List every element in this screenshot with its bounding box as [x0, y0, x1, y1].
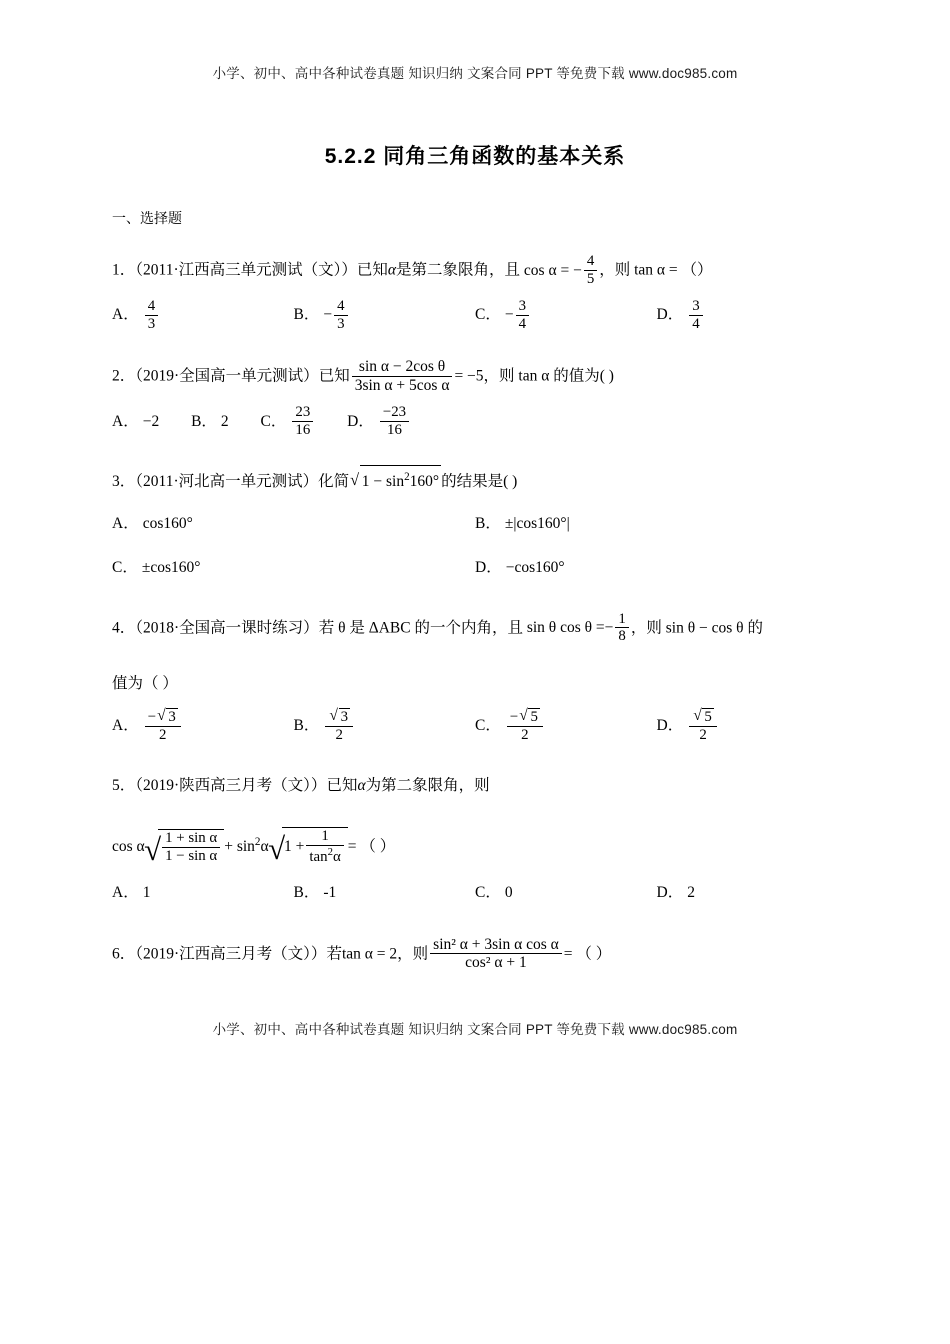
q5-frac1-num: √ 1 + sin α: [165, 829, 218, 846]
option-a-label: A．: [112, 884, 139, 902]
option-d-label: D．: [656, 306, 684, 324]
q5-frac2-den-b: α: [332, 849, 341, 866]
question-1-stem: [112, 254, 838, 288]
q6-fraction: [430, 936, 562, 972]
q2-frac-den: 3sin α + 5cos α: [352, 376, 453, 394]
q1-fraction: [584, 253, 597, 287]
option-c-fraction: [516, 298, 529, 332]
question-6: [112, 937, 838, 973]
q1-eq-sign: = −: [560, 261, 582, 279]
option-a-label: A．: [112, 515, 139, 533]
q5-frac1-den: 1 − sin α: [162, 847, 220, 865]
option-b-num: 4: [337, 297, 345, 314]
option-d-value: 2: [687, 884, 695, 902]
question-4-text-b: ，则 sin θ − cos θ 的: [630, 619, 763, 637]
option-c[interactable]: [475, 709, 657, 744]
question-2-options: [112, 405, 838, 440]
option-a-fraction: [145, 298, 158, 332]
question-2: [112, 359, 838, 439]
q4-frac-num: 1: [618, 610, 626, 627]
q5-radicand-1: [158, 829, 224, 865]
question-3-options-row1: [112, 507, 838, 541]
option-d-radicand: 5: [704, 709, 712, 726]
option-b-value: 2: [220, 412, 229, 430]
option-b-radicand: 3: [340, 709, 348, 726]
option-a-den: 3: [145, 315, 158, 333]
option-a-value: cos160°: [142, 515, 193, 533]
question-2-stem: [112, 359, 838, 395]
option-d-den: 4: [689, 315, 702, 333]
option-d-label: D．: [475, 559, 502, 577]
option-b[interactable]: [475, 507, 838, 541]
question-5-expression: [112, 827, 838, 866]
q5-mid-b: α: [260, 838, 269, 856]
option-b-fraction: [334, 298, 347, 332]
question-5-number: 5．: [112, 777, 136, 795]
option-d-num: −23: [382, 404, 407, 421]
option-c-fraction: [292, 404, 313, 438]
question-2-text-b: ，则 tan α 的值为( ): [483, 367, 614, 385]
option-d-den: 16: [380, 421, 409, 439]
option-b-num: [325, 708, 353, 726]
option-c-label: C．: [112, 559, 138, 577]
question-5-stem: [112, 770, 838, 801]
option-c[interactable]: [475, 876, 657, 910]
option-d-den: 2: [689, 726, 717, 744]
question-1-text-c: ，则 tan α = （）: [599, 261, 713, 279]
option-c-label: C．: [260, 412, 287, 430]
option-a-sqrt: [157, 708, 178, 726]
question-3-text-a: 化简: [318, 473, 350, 491]
option-a[interactable]: [112, 405, 159, 439]
option-b-label: B．: [293, 306, 320, 324]
option-d-num: [689, 708, 717, 726]
option-d-label: D．: [656, 717, 684, 735]
q5-frac2-lead: 1 +: [284, 838, 305, 856]
q5-mid-sup: 2: [254, 836, 261, 849]
q4-eq-sign: −: [604, 619, 614, 637]
q3-rad-sup: 2: [404, 471, 410, 484]
q6-tail: = （ ）: [563, 944, 612, 962]
question-2-source: （2019·全国高一单元测试）: [135, 367, 319, 385]
option-c[interactable]: [112, 551, 475, 585]
q3-sqrt: [350, 465, 441, 497]
question-3-stem: [112, 465, 838, 497]
q3-rad-b: 160°: [409, 473, 440, 491]
option-d-label: D．: [656, 884, 684, 902]
q4-fraction: [615, 611, 628, 645]
option-a-num: [145, 708, 181, 726]
option-b-label: B．: [293, 717, 320, 735]
option-b-label: B．: [293, 884, 320, 902]
question-6-text-a: 若: [326, 944, 342, 962]
q3-radicand: [360, 465, 441, 497]
question-6-stem: [112, 937, 838, 973]
page-footer: 小学、初中、高中各种试卷真题 知识归纳 文案合同 PPT 等免费下载 www.doc985.com: [212, 1022, 738, 1038]
option-a-fraction: [145, 708, 181, 743]
option-c-num: 3: [518, 297, 527, 314]
question-3-number: 3．: [112, 473, 136, 491]
q6-frac-den: cos² α + 1: [430, 953, 562, 971]
q1-frac-den: 5: [584, 270, 597, 288]
option-d-fraction: [380, 404, 409, 438]
question-5-source: （2019·陕西高三月考（文））: [135, 777, 327, 795]
question-4-number: 4．: [112, 619, 136, 637]
option-b-den: 3: [334, 315, 347, 333]
q1-eq-lhs: cos α: [523, 261, 557, 279]
option-b-value: ±|cos160°|: [504, 515, 570, 533]
option-d-value: −cos160°: [505, 559, 565, 577]
option-c-value: ±cos160°: [141, 559, 201, 577]
q2-frac-num: sin α − 2cos θ: [358, 358, 446, 376]
option-c-value: 0: [504, 884, 513, 902]
option-a-den: 2: [145, 726, 181, 744]
option-a[interactable]: [112, 876, 294, 910]
q5-frac2-den-sup: 2: [327, 846, 333, 859]
option-c-sign: −: [504, 306, 514, 324]
option-d-label: D．: [347, 412, 374, 430]
question-1-source: （2011·江西高三单元测试（文））: [135, 261, 357, 279]
option-b-den: 2: [325, 726, 353, 744]
q3-rad-a: 1 − sin: [361, 473, 405, 491]
question-4-stem: [112, 612, 838, 646]
option-c-sign: −: [509, 709, 519, 726]
question-4-text-c: 值为（ ）: [112, 674, 178, 692]
option-b[interactable]: [294, 298, 476, 333]
question-1: [112, 254, 838, 333]
q4-equation: [526, 610, 631, 645]
option-c-den: 16: [292, 421, 313, 439]
question-5-text-b: 为第二象限角，则: [365, 777, 490, 795]
q5-fraction-1: [162, 830, 220, 864]
option-d[interactable]: [347, 405, 411, 440]
option-c-radicand: 5: [530, 709, 538, 726]
question-5-options: [112, 876, 838, 910]
option-a-label: A．: [112, 717, 139, 735]
option-b[interactable]: [191, 405, 229, 439]
question-1-options: [112, 298, 838, 333]
option-b[interactable]: [294, 709, 476, 744]
option-c-label: C．: [475, 884, 501, 902]
option-c-label: C．: [475, 717, 501, 735]
option-a-num: 4: [147, 297, 156, 314]
question-4-text-a: 若 θ 是 ΔABC 的一个内角，且: [318, 619, 523, 637]
option-c-num: [507, 708, 543, 726]
question-4-source: （2018·全国高一课时练习）: [135, 619, 319, 637]
q2-fraction: [352, 358, 453, 394]
option-b-label: B．: [191, 412, 217, 430]
question-1-text-a: 已知: [356, 261, 388, 279]
option-a-label: A．: [112, 306, 139, 324]
option-d-sqrt: [693, 708, 714, 726]
question-6-source: （2019·江西高三月考（文））: [135, 944, 327, 962]
question-6-text-b: ，则: [397, 944, 429, 962]
option-d-fraction: [689, 298, 702, 332]
q1-frac-num: 4: [586, 253, 595, 270]
q6-frac-num: sin² α + 3sin α cos α: [433, 935, 559, 953]
q5-frac2-den-a: tan: [309, 849, 328, 866]
option-a-radicand: 3: [168, 709, 176, 726]
q6-condition: tan α = 2: [341, 944, 398, 962]
q5-mid: + sin: [224, 838, 255, 856]
option-d[interactable]: [657, 709, 839, 744]
q5-frac2-den: [306, 845, 343, 866]
option-b-fraction: [325, 708, 353, 743]
question-3-options-row2: [112, 551, 838, 585]
question-6-number: 6．: [112, 944, 136, 962]
option-d-fraction: [689, 708, 717, 743]
question-1-text-b: 是第二象限角，且: [396, 261, 521, 279]
option-a-sign: −: [147, 709, 157, 726]
question-4: [112, 612, 838, 745]
option-c[interactable]: [261, 405, 316, 440]
question-5-text-a: 已知: [326, 777, 358, 795]
q5-sqrt-2: [270, 827, 348, 866]
option-a-value: 1: [142, 884, 151, 902]
option-d[interactable]: [657, 876, 839, 910]
page-header: 小学、初中、高中各种试卷真题 知识归纳 文案合同 PPT 等免费下载 www.doc985.com: [212, 66, 738, 81]
option-b[interactable]: [294, 876, 476, 910]
option-d-num: 3: [692, 297, 700, 314]
q5-fraction-2: [306, 828, 343, 865]
option-b-sqrt: [329, 708, 350, 726]
q2-eq: = −5: [454, 367, 484, 385]
question-1-equation: [523, 253, 599, 287]
option-a[interactable]: [112, 298, 294, 333]
option-a[interactable]: [112, 709, 294, 744]
question-2-number: 2．: [112, 367, 136, 385]
option-c-fraction: [507, 708, 543, 743]
q5-tail: = （ ）: [347, 838, 396, 856]
option-a-value: −2: [142, 412, 160, 430]
option-c-den: 2: [507, 726, 543, 744]
question-5: [112, 770, 838, 910]
option-c[interactable]: [475, 298, 657, 333]
question-1-number: 1．: [112, 261, 136, 279]
option-b-value: -1: [323, 884, 337, 902]
question-3-source: （2011·河北高一单元测试）: [135, 473, 319, 491]
question-1-variable: α: [387, 261, 397, 279]
question-2-text-a: 已知: [318, 367, 350, 385]
option-a-label: A．: [112, 412, 139, 430]
q4-eq-lhs: sin θ cos θ =: [526, 619, 605, 637]
option-a[interactable]: [112, 507, 475, 541]
option-b-sign: −: [323, 306, 333, 324]
option-c-label: C．: [475, 306, 501, 324]
q5-sqrt-1: [146, 829, 225, 865]
page-title: 5.2.2 同角三角函数的基本关系: [324, 145, 626, 168]
question-3-text-b: 的结果是( ): [441, 473, 518, 491]
option-c-den: 4: [516, 315, 529, 333]
q5-lead: cos α: [112, 838, 145, 856]
section-heading: 一、选择题: [112, 210, 182, 226]
option-c-num: 23: [295, 404, 311, 421]
option-d[interactable]: [657, 298, 839, 333]
option-d[interactable]: [475, 551, 838, 585]
option-c-sqrt: [519, 708, 540, 726]
q5-frac2-num: 1: [321, 828, 329, 845]
q4-frac-den: 8: [615, 627, 628, 645]
option-b-label: B．: [475, 515, 501, 533]
question-4-options: [112, 709, 838, 744]
question-5-variable: α: [357, 777, 366, 795]
q5-radicand-2: [282, 827, 348, 866]
question-3: [112, 465, 838, 585]
